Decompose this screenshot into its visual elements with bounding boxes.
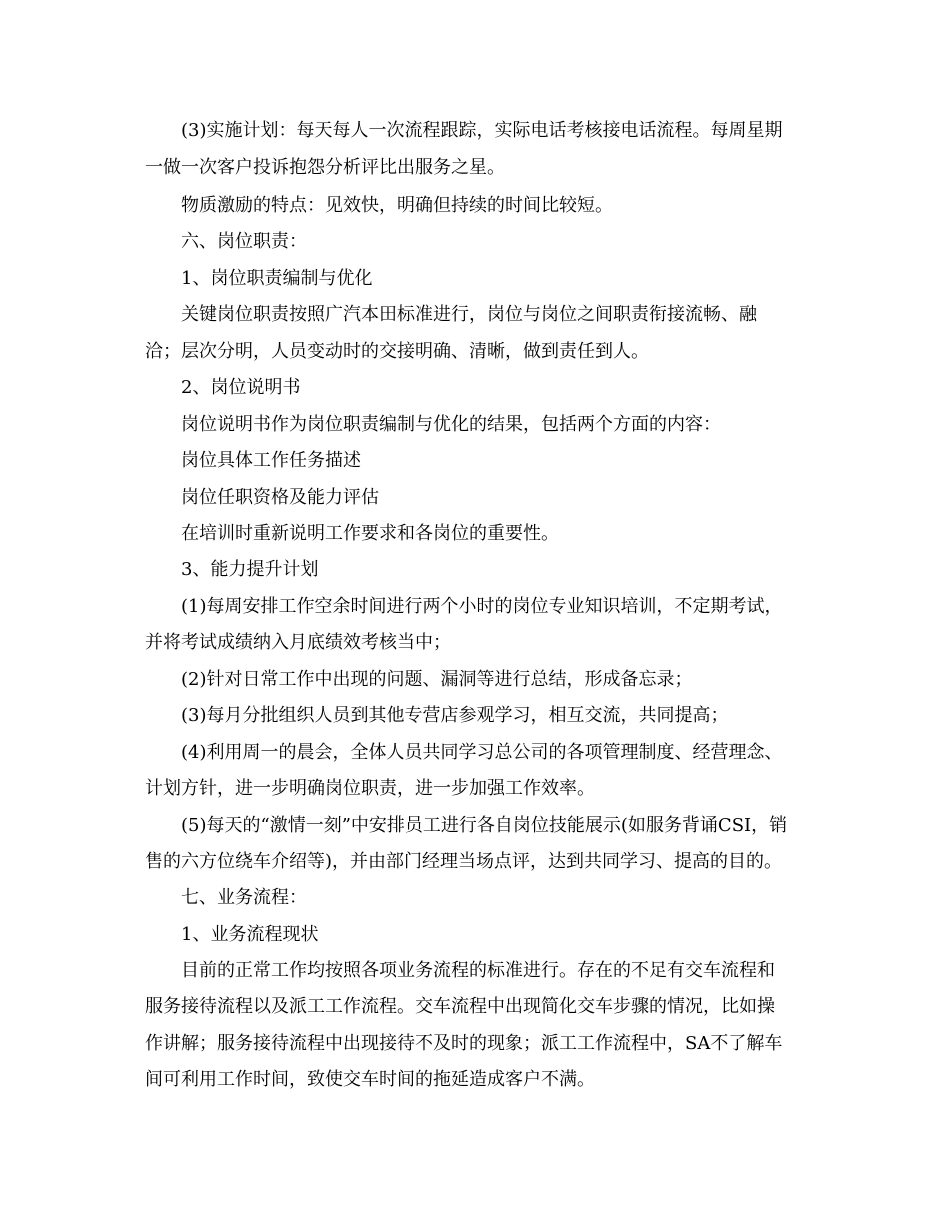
section-heading: 七、业务流程： bbox=[181, 887, 307, 908]
text-line: (1)每周安排工作空余时间进行两个小时的岗位专业知识培训，不定期考试， bbox=[181, 596, 783, 617]
text-line: (2)针对日常工作中出现的问题、漏洞等进行总结，形成备忘录； bbox=[181, 669, 693, 690]
text-line: 在培训时重新说明工作要求和各岗位的重要性。 bbox=[181, 523, 559, 544]
subsection-heading: 1、业务流程现状 bbox=[181, 924, 319, 945]
text-line: 岗位说明书作为岗位职责编制与优化的结果，包括两个方面的内容： bbox=[181, 414, 721, 435]
text-line: 售的六方位绕车介绍等)，并由部门经理当场点评，达到共同学习、提高的目的。 bbox=[145, 851, 783, 872]
subsection-heading: 2、岗位说明书 bbox=[181, 377, 301, 398]
text-line: 作讲解；服务接待流程中出现接待不及时的现象；派工工作流程中，SA不了解车 bbox=[145, 1033, 783, 1054]
text-line: 物质激励的特点：见效快，明确但持续的时间比较短。 bbox=[181, 195, 613, 216]
text-line: 岗位任职资格及能力评估 bbox=[181, 487, 379, 508]
text-line: (5)每天的“激情一刻”中安排员工进行各自岗位技能展示(如服务背诵CSI，销 bbox=[181, 815, 788, 836]
text-line: 间可利用工作时间，致使交车时间的拖延造成客户不满。 bbox=[145, 1069, 595, 1090]
text-line: (4)利用周一的晨会，全体人员共同学习总公司的各项管理制度、经营理念、 bbox=[181, 742, 783, 763]
text-line: (3)实施计划：每天每人一次流程跟踪，实际电话考核接电话流程。每周星期 bbox=[181, 120, 783, 141]
subsection-heading: 3、能力提升计划 bbox=[181, 559, 319, 580]
text-line: 关键岗位职责按照广汽本田标准进行，岗位与岗位之间职责衔接流畅、融 bbox=[181, 304, 757, 325]
text-line: 一做一次客户投诉抱怨分析评比出服务之星。 bbox=[145, 157, 505, 178]
text-line: 计划方针，进一步明确岗位职责，进一步加强工作效率。 bbox=[145, 778, 595, 799]
text-line: (3)每月分批组织人员到其他专营店参观学习，相互交流，共同提高； bbox=[181, 705, 729, 726]
subsection-heading: 1、岗位职责编制与优化 bbox=[181, 268, 373, 289]
text-line: 岗位具体工作任务描述 bbox=[181, 450, 361, 471]
text-line: 洽；层次分明，人员变动时的交接明确、清晰，做到责任到人。 bbox=[145, 341, 649, 362]
section-heading: 六、岗位职责： bbox=[181, 231, 307, 252]
text-line: 并将考试成绩纳入月底绩效考核当中； bbox=[145, 632, 451, 653]
text-line: 服务接待流程以及派工工作流程。交车流程中出现简化交车步骤的情况，比如操 bbox=[145, 996, 775, 1017]
text-line: 目前的正常工作均按照各项业务流程的标准进行。存在的不足有交车流程和 bbox=[181, 960, 775, 981]
